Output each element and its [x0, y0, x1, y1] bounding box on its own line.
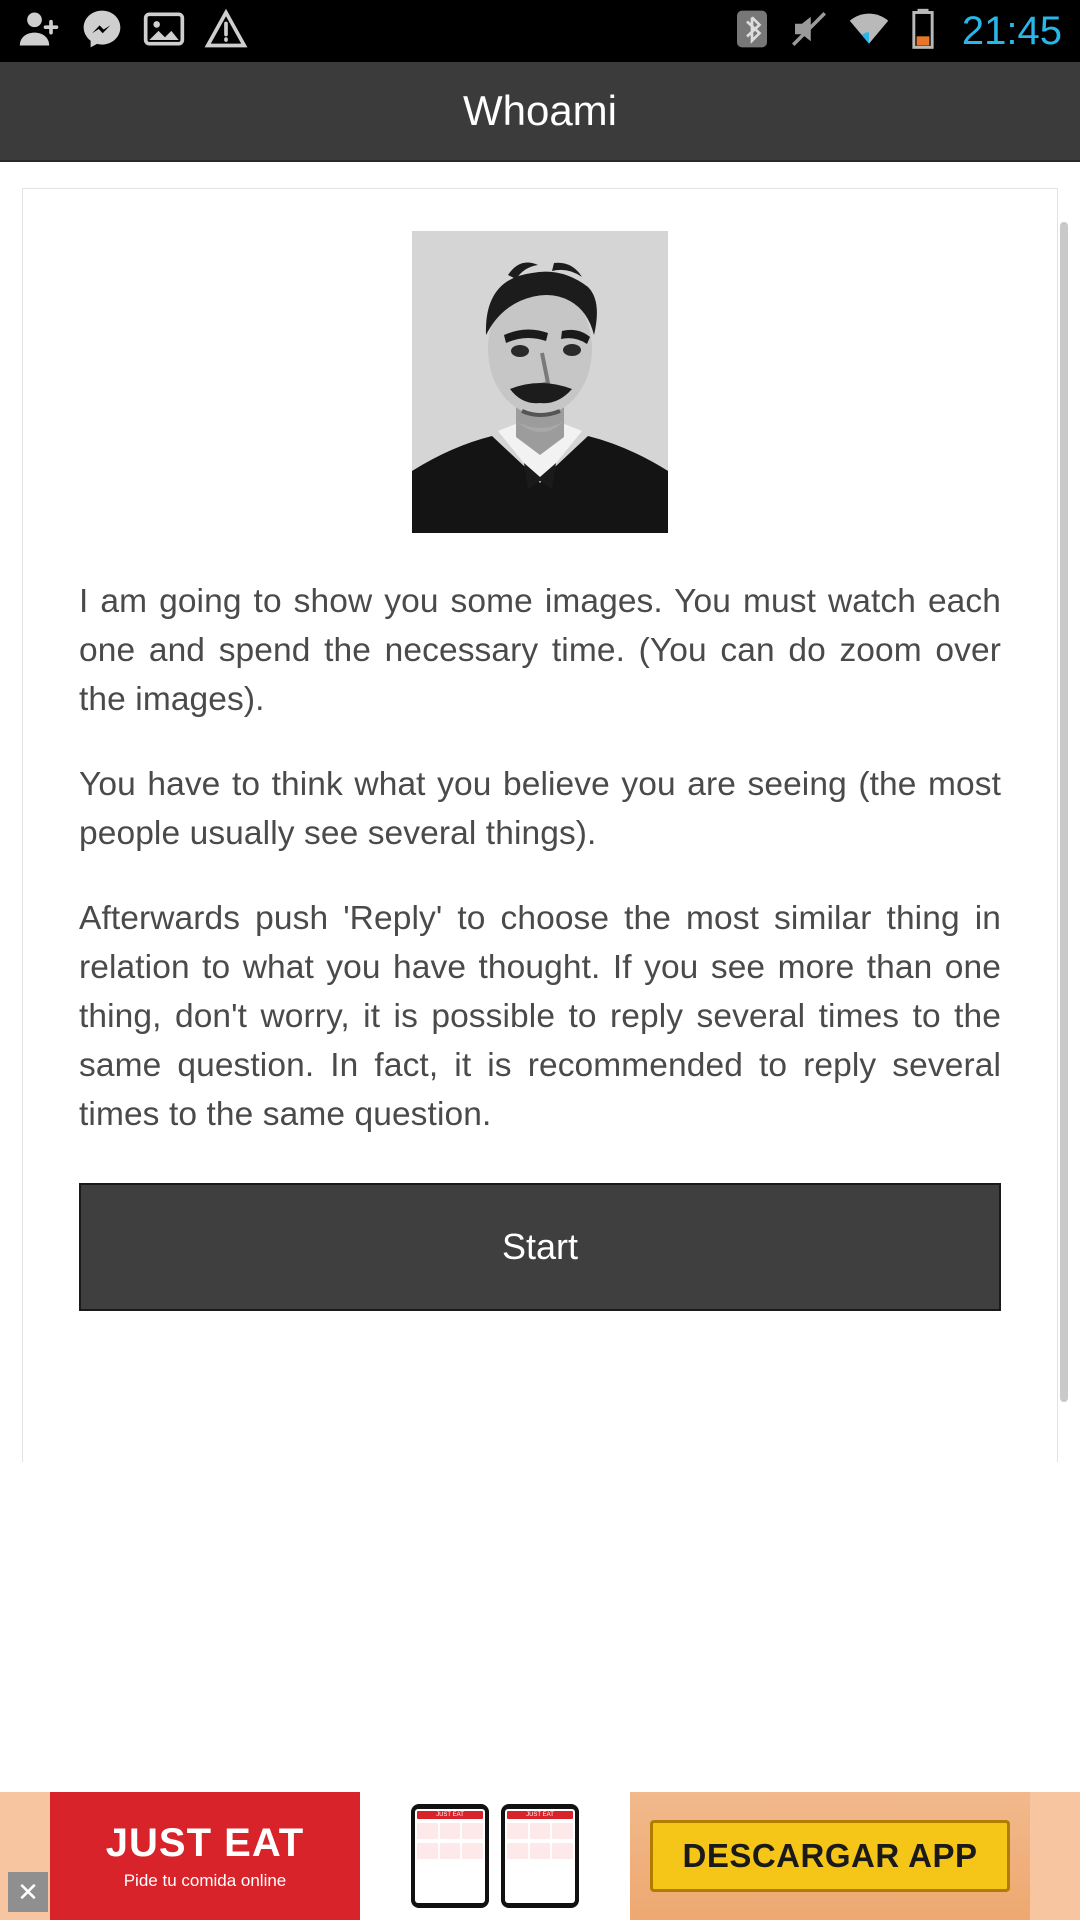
- ad-phones-illustration: [360, 1792, 630, 1920]
- bluetooth-icon: [732, 7, 772, 56]
- phone-app-label-right: JUST EAT: [507, 1811, 573, 1819]
- mute-icon: [788, 7, 830, 56]
- phone-mockup-right: [501, 1804, 579, 1908]
- instruction-paragraph-1: I am going to show you some images. You must watch each one and spend the necessary time. (You can do zoom over the images).: [79, 583, 1001, 718]
- phone-mockup-left: [411, 1804, 489, 1908]
- start-button[interactable]: Start: [79, 1183, 1001, 1311]
- ad-banner[interactable]: [0, 1792, 1080, 1920]
- rorschach-portrait-image[interactable]: [412, 231, 668, 533]
- status-bar: [0, 0, 1080, 62]
- ad-close-icon[interactable]: ✕: [8, 1872, 48, 1912]
- status-bar-clock: 21:45: [961, 8, 1062, 53]
- instructions-card: [22, 188, 1058, 1462]
- scrollbar-track[interactable]: [1066, 192, 1074, 1432]
- ad-download-button[interactable]: DESCARGAR APP: [650, 1820, 1011, 1892]
- messenger-icon: [80, 7, 124, 56]
- wifi-icon: [846, 7, 892, 56]
- ad-tagline: Pide tu comida online: [123, 1871, 287, 1890]
- warning-icon: [204, 7, 248, 56]
- status-bar-left-icons: [18, 7, 248, 56]
- ad-cta-block[interactable]: [630, 1792, 1030, 1920]
- ad-brand-name: JUST EAT: [105, 1821, 305, 1865]
- action-bar: [0, 62, 1080, 162]
- instruction-paragraph-2: You have to think what you believe you are seeing (the most people usually see several things).: [79, 766, 1001, 852]
- ad-content[interactable]: [50, 1792, 1030, 1920]
- content-area: [0, 162, 1080, 1462]
- ad-brand-block: [50, 1792, 360, 1920]
- battery-icon: [908, 7, 938, 56]
- contact-add-icon: [18, 7, 62, 56]
- portrait-container: [79, 189, 1001, 533]
- scrollbar-thumb[interactable]: [1060, 222, 1068, 1402]
- status-bar-right-icons: [732, 7, 1062, 56]
- phone-app-label-left: JUST EAT: [417, 1811, 483, 1819]
- image-icon: [142, 7, 186, 56]
- instruction-paragraph-3: Afterwards push 'Reply' to choose the most similar thing in relation to what you have thought. If you see more than one thing, don't worry, it is possible to reply several times to the same question. In fact, it is recommended to reply several times to the same question.: [79, 900, 1001, 1133]
- page-title: Whoami: [462, 87, 618, 134]
